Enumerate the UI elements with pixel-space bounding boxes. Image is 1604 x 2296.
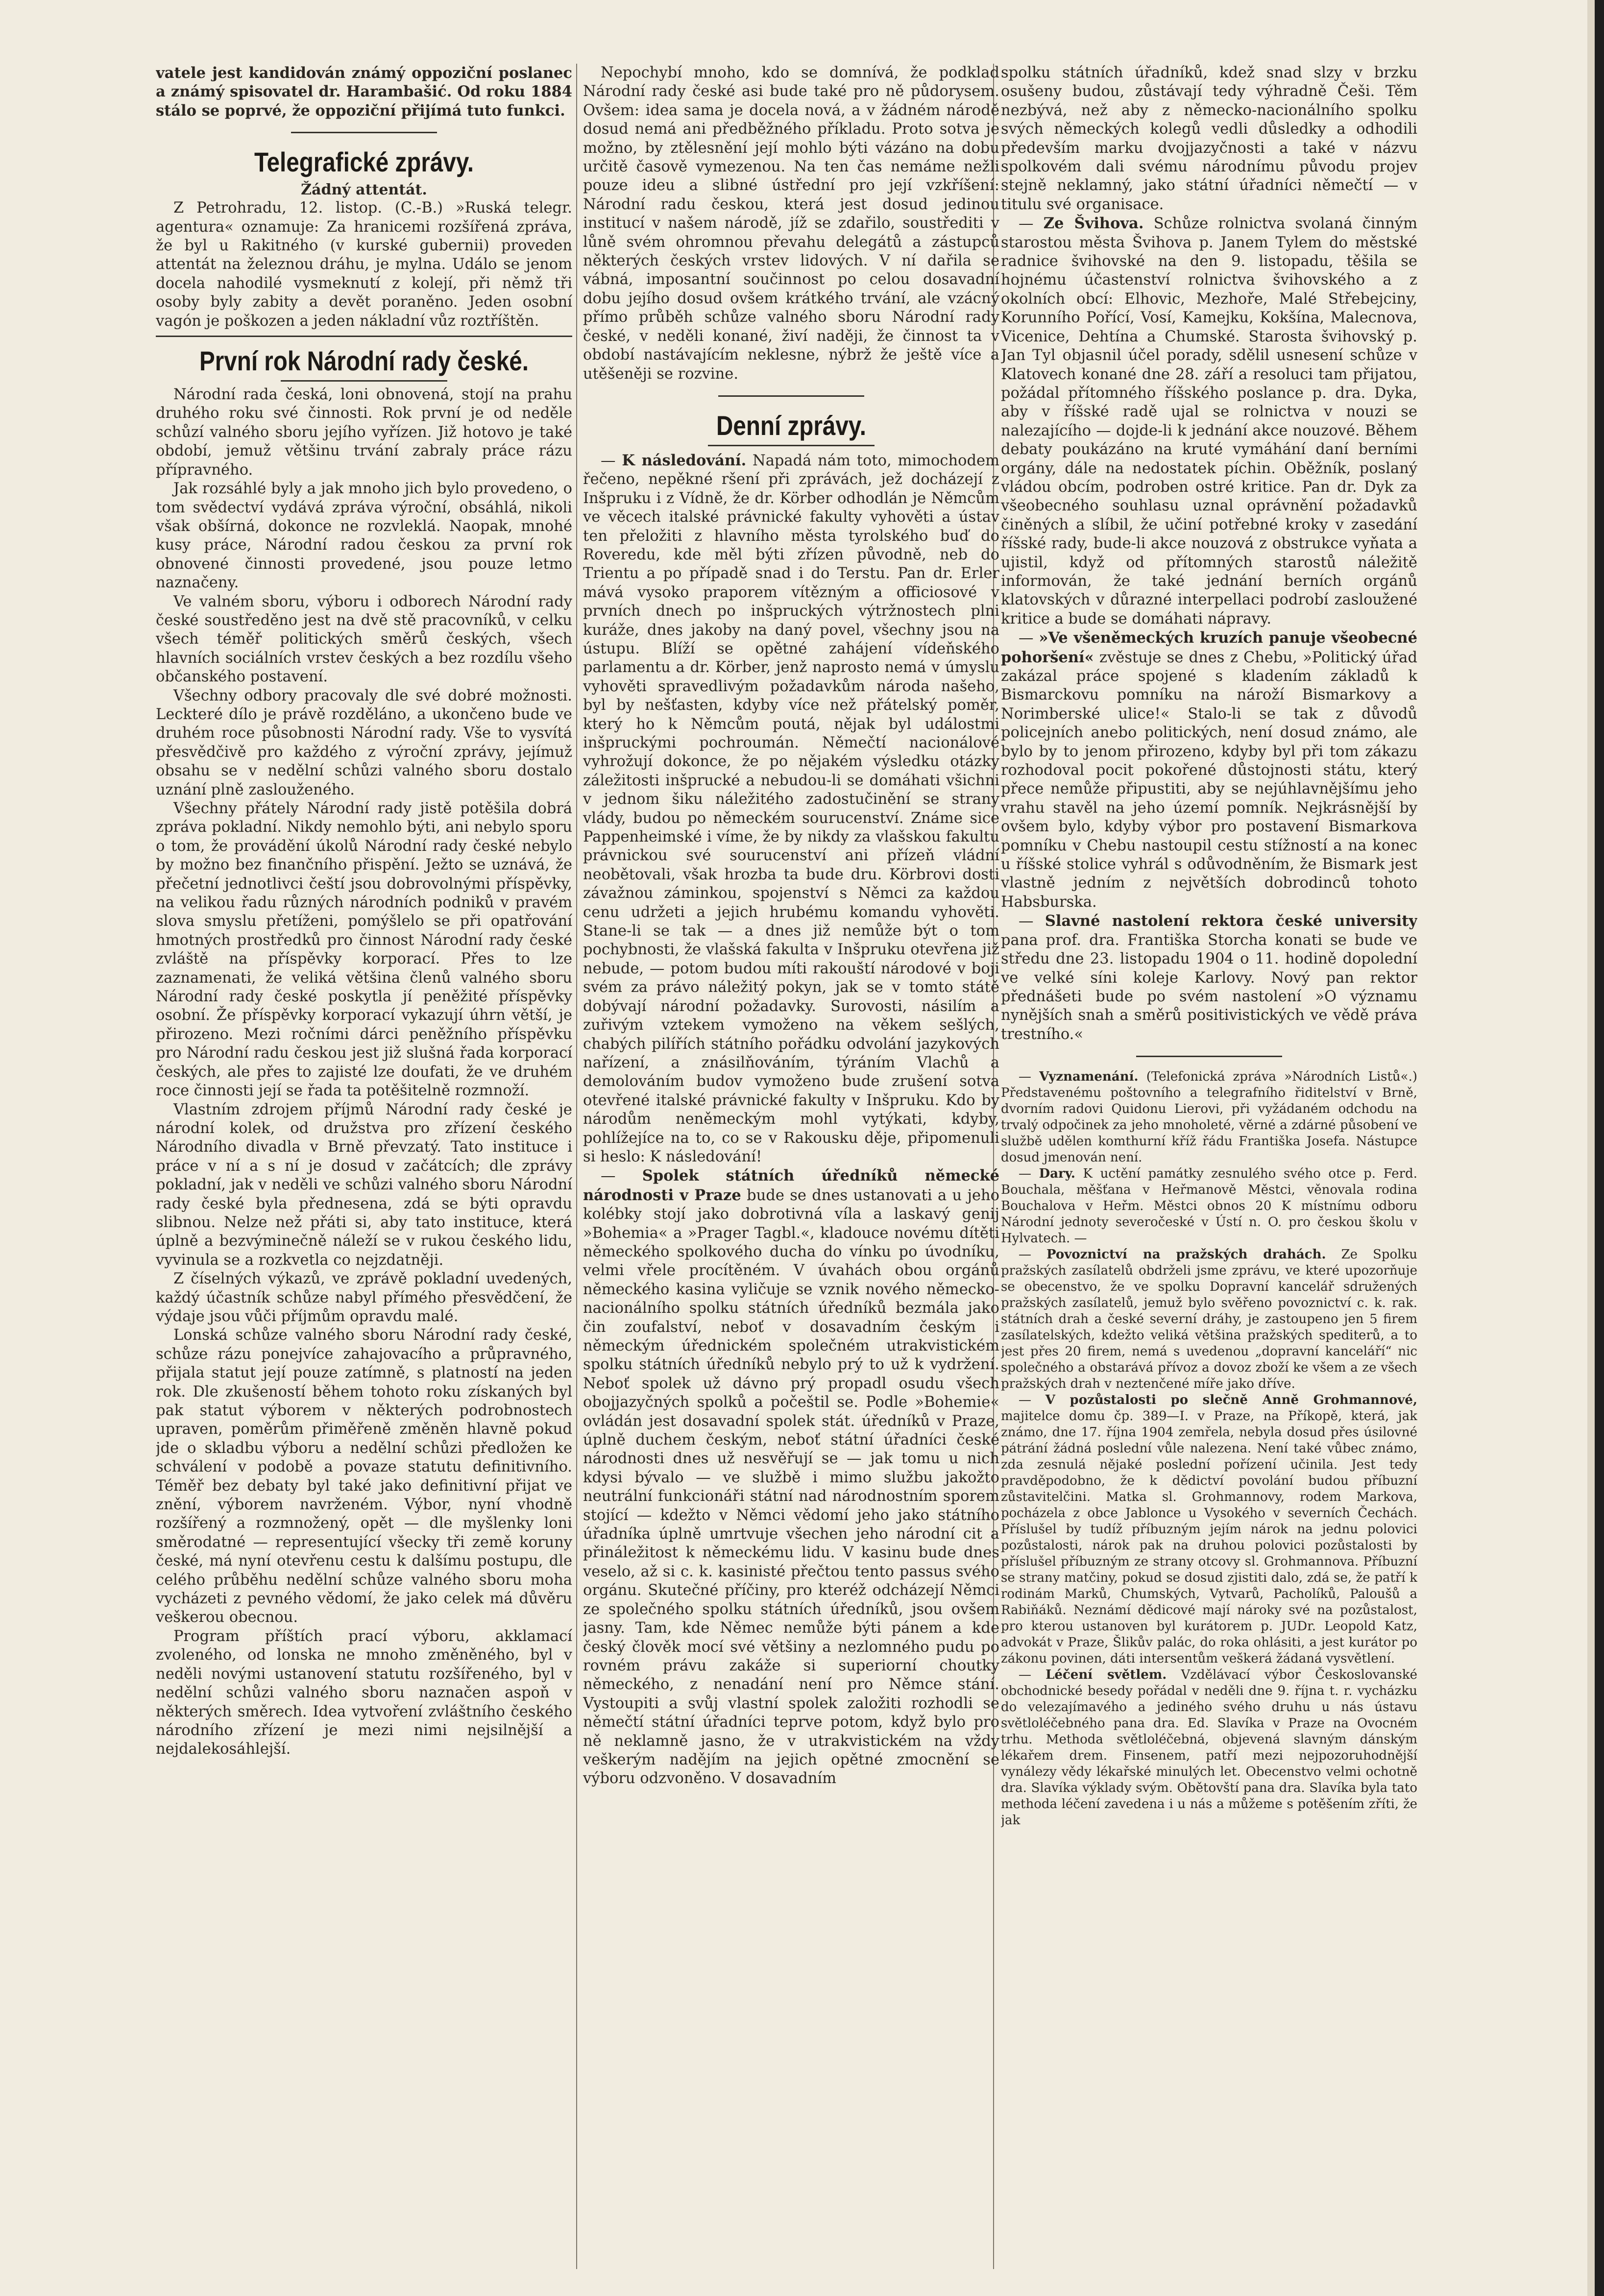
- item-text: pana prof. dra. Františka Storcha konati se bude ve středu dne 23. listopadu 1904 o 11. hodině dopolední ve velké síni koleje Karlovy. Nový pan rektor přednášeti bude po svém nastolení »O významu nynějších snah a směrů positivistických ve vědě práva trestního.«: [1001, 931, 1417, 1043]
- item-dash: —: [1019, 1166, 1039, 1182]
- item-text: (Telefonická zpráva »Národních Listů«.) Představenému poštovního a telegrafního řiditelství v Brně, dvorním radovi Quidonu Lierovi, při vyžádaném odchodu na trvalý odpočinek za jeho mnoholeté, věrné a zdárné působení ve službě udělen komthurní kříž řádu Františka Josefa. Nástupce dosud jmenován není.: [1001, 1069, 1417, 1165]
- item-dash: —: [1019, 1069, 1040, 1085]
- item-title: K následování.: [622, 451, 747, 469]
- item-text: K uctění památky zesnulého svého otce p. Ferd. Bouchala, měšťana v Heřmanově Městci, věnovala rodina Bouchalova v Heřm. Městci obnos 20 K místnímu odboru Národní jednoty severočeské v Ústí n. O. pro českou školu v Hylvatech. —: [1001, 1166, 1417, 1246]
- article-paragraph: Nepochybí mnoho, kdo se domnívá, že podklad Národní rady české asi bude také pro ně půdorysem. Ovšem: idea sama je docela nová, a v žádném národě dosud nemá ani předběžného příkladu. Proto sotva je možno, by ztělesnění její mohlo býti vázáno na dobu určitě časově vymezenou. Na ten čas nemáme nežli pouze ideu a slibné ústřední pro její vzkříšení: Národní radu českou, která jest dosud jedinou institucí v našem národě, jíž se zdařilo, soustřediti v lůně svém ohromnou převahu delegátů a zástupců některých českých vrstev lidových. V ní dařila se vábná, imposantní součinnost po celou dosavadní dobu jejího dosud ovšem krátkého trvání, ale vzácný přímo průběh schůze valného sboru Národní rady české, v neděli konané, živí naději, že činnost ta v období nastávajícím neklesne, nýbrž že ještě více a utěšeněji se rozvine.: [583, 64, 999, 383]
- news-item: [1001, 214, 1417, 628]
- article-paragraph: Všechny odbory pracovaly dle své dobré možnosti. Leckteré dílo je právě rozděláno, a ukončeno bude ve druhém roce působnosti Národní rady. Vše to vysvítá přesvědčivě pro každého z výroční zprávy, jejímuž obsahu se v nedělní schůzi valného sboru dostalo uznání plně zaslouženého.: [156, 687, 572, 798]
- item-title: V pozůstalosti po slečně Anně Grohmannové,: [1045, 1393, 1417, 1408]
- item-title: »Ve všeněmeckých kruzích panuje všeobecné pohoršení«: [1001, 629, 1417, 666]
- news-item: [1001, 912, 1417, 1044]
- divider: [718, 395, 864, 397]
- telegraph-heading: Telegrafické zprávy.: [254, 146, 474, 178]
- item-dash: —: [1019, 1393, 1045, 1408]
- small-news-item: [1001, 1069, 1417, 1166]
- item-dash: —: [601, 452, 622, 469]
- telegraph-text: Z Petrohradu, 12. listop. (C.-B.) »Ruská telegr. agentura« oznamuje: Za hranicemi rozšířená zpráva, že byl u Rakitného (v kurské gubernii) proveden attentát na železnou dráhu, je mylna. Událo se jenom docela nahodilé vysmeknutí z kolejí, při němž tři osoby byly zabity a devět poraněno. Jeden osobní vagón je poškozen a jeden nákladní vůz roztříštěn.: [156, 199, 572, 330]
- article-continuation: [583, 64, 999, 384]
- small-news-item: [1001, 1166, 1417, 1247]
- telegraph-subheading: Žádný attentát.: [301, 181, 427, 199]
- item-title: Povoznictví na pražských drahách.: [1046, 1247, 1326, 1262]
- item-text: Napadá nám toto, mimochodem řečeno, nepěkné ršení při zprávách, jež docházejí z Inšpruku i z Vídně, že dr. Körber odhodlán je Němcům ve věcech italské právnické fakulty vyhověti a ústav ten přeložiti z hlavního města tyrolského buď do Roveredu, kde měl býti zřízen původně, neb do Trientu a po případě snad i do Terstu. Pan dr. Erler mává vysoko praporem vítězným a officiosové v prvních dnech po inšpruckých výtržnostech plni kuráže, dnes jakoby na daný povel, všechny jsou na ústupu. Blíží se opětné zahájení vídeňského parlamentu a dr. Körber, jenž naprosto nemá v úmyslu vyhověti spravedlivým požadavkům národa našeho, byl by nešťasten, kdyby více než přátelský poměr, který ho k Němcům poutá, nějak byl událostmi inšpruckými pochroumán. Němečtí nacionálové vyhrožují dokonce, že po nějakém výsledku otázky záležitosti inšprucké a nebudou-li se domáhati všichni v jednom šiku náležitého zadostučinění se strany vlády, budou po německém sourucenství. Známe sice Pappenheimské i víme, že by nikdy za vlašskou fakultu právnickou své sourucenství ani přízeň vládní neobětovali, však hrozba ta bude dru. Körbrovi dosti závažnou záminkou, spojenství s Němci za každou cenu udržeti a jejich hrubému komandu vyhověti. Stane-li se tak — a dnes již nemůže být o tom pochybnosti, že vlašská fakulta v Inšpruku otevřena již nebude, — potom budou míti rakouští národové v boji svém za právo náležitý pokyn, jak se v tomto státě dobývají národní požadavky. Surovosti, násilím a zuřivým vztekem vymoženo na věkem sešlých, chabých pilířích státního pořádku odvolání jazykových nařízení, a znásilňováním, týráním Vlachů a demolováním budov vymoženo bude zrušení sotva otevřené italské právnické fakulty v Inšpruku. Kdo by národům neněmeckým mohl vytýkati, kdyby, pohlížejíce na to, co se v Rakousku děje, připomenuli si heslo: K následování!: [583, 452, 999, 1165]
- divider: [291, 132, 437, 133]
- item-continuation: [1001, 64, 1417, 214]
- column-rule-1: [576, 64, 577, 2269]
- item-title: Léčení světlem.: [1045, 1668, 1167, 1683]
- article-body: [156, 386, 572, 1759]
- item-dash: —: [601, 1167, 642, 1185]
- news-items: [583, 451, 999, 1788]
- item-dash: —: [1019, 1247, 1047, 1262]
- news-items: [1001, 214, 1417, 1044]
- page-fold-shadow: [1587, 0, 1595, 2296]
- item-text: Ze Spolku pražských zasílatelů obdrželi jsme zprávu, ve které upozorňuje se obecenstvo, že ve spolku Dopravní kancelář sdružených pražských zasílatelů, jemuž bylo svěřeno povoznictví c. k. rak. státních drah a české severní dráhy, je zastoupeno jen 5 firem zasílatelských, kdežto veliká většina pražských spediterů, a to jest přes 20 firem, nemá s uvedenou „dopravní kanceláří“ nic společného a obstarává přívoz a dovoz zboží ke všem a ze všech pražských drah v neztenčené míře jako dříve.: [1001, 1247, 1417, 1392]
- lead-paragraph: vatele jest kandidován známý oppoziční poslanec a známý spisovatel dr. Harambašić. Od roku 1884 stálo se poprvé, že oppoziční přijímá tuto funkci.: [156, 64, 572, 120]
- article-paragraph: Ve valném sboru, výboru i odborech Národní rady české soustředěno jest na dvě stě pracovníků, v celku všech téměř politických směrů českých, všech hlavních sociálních vrstev českých a bez rozdílu všeho občanského postavení.: [156, 593, 572, 686]
- small-news-items: [1001, 1069, 1417, 1829]
- news-paragraph: spolku státních úřadníků, kdež snad slzy v brzku osušeny budou, zůstávají tedy výhradně Češi. Těm nezbývá, než aby z německo-nacionálního spolku svých německých kolegů vedli důsledky a odhodili především marku dvojjazyčnosti a také v názvu spolkovém dali svému národnímu původu projev stejně neklamný, jako státní úřadníci němečtí — v titulu své organisace.: [1001, 64, 1417, 213]
- item-text: Schůze rolnictva svolaná činným starostou města Švihova p. Janem Tylem do městské radnice švihovské na den 9. listopadu, těšila se hojnému účastenství rolnictva švihovského a z okolních obcí: Elhovic, Mezhoře, Malé Střebejciny, Korunního Pořící, Vosí, Kamejku, Kokšína, Malecnova, Vicenice, Dehtína a Chumské. Starosta švihovský p. Jan Tyl objasnil účel porady, sdělil usnesení schůze v Klatovech konané dne 28. září a resoluci tam přijatou, požádal přítomného říšského poslance p. dra. Dyka, aby v říšské radě ujal se rolnictva v nouzi se nalezajícího — dojde-li k jednání akce nouzové. Během debaty poukázáno na kruté vymáhání daní berními orgány, dále na nedostatek píchin. Oběžník, poslaný vládou obcím, podroben ostré kritice. Pan dr. Dyk za všeobecného souhlasu uznal oprávnění požadavků činěných a slíbil, že učiní potřebné kroky v zasedání říšské rady, bude-li akce nouzová z obstrukce vyňata a ujistil, když od přítomných starostů náležitě informován, že také jednání berních orgánů klatovských v důrazné interpellaci podrobí zasloužené kritice a bude se domáhati nápravy.: [1001, 215, 1417, 628]
- item-dash: —: [1019, 1668, 1046, 1683]
- item-title: Vyznamenání.: [1039, 1069, 1139, 1085]
- small-news-item: [1001, 1392, 1417, 1667]
- article-paragraph: Program příštích prací výboru, akklamací zvoleného, od lonska ne mnoho změněného, byl v neděli novými ustanovení statutu rozšířeného, byl v nedělní schůzi valného sboru naznačen aspoň v některých směrech. Idea vytvoření zvláštního českého národního zřízení je mezi nimi nejsilnější a nejdalekosáhlejší.: [156, 1627, 572, 1758]
- news-item: [583, 1166, 999, 1788]
- item-title: Slavné nastolení rektora české university: [1045, 912, 1417, 930]
- item-text: Vzdělávací výbor Českoslovanské obchodnické besedy pořádal v neděli dne 9. října t. r. vycházku do velezajímavého a jediného svého druhu u nás ústavu světloléčebného pana dra. Ed. Slavíka v Praze na Ovocném trhu. Methoda světloléčebná, objevená slavným dánským lékařem drem. Finsenem, patří mezi nejpozoruhodnější vynálezy vědy lékařské minulých let. Obecenstvo velmi ochotně dra. Slavíka výklady svým. Obětovští pana dra. Slavíka byla tato methoda léčení zavedena i u nás a můžeme s potěšením zříti, že jak: [1001, 1668, 1417, 1828]
- news-item: [1001, 628, 1417, 912]
- divider: [156, 336, 572, 337]
- article-paragraph: Národní rada česká, loni obnovená, stojí na prahu druhého roku své činnosti. Rok první je od neděle schůzí valného sboru jejího vyřízen. Již hotovo je také období, jemuž většinu trvání zabraly práce rázu přípravného.: [156, 386, 572, 479]
- article-paragraph: Všechny přátely Národní rady jistě potěšila dobrá zpráva pokladní. Nikdy nemohlo býti, ani nebylo sporu o tom, že provádění úkolů Národní rady české nebylo by možno bez finančního přispění. Ježto se uznává, že přečetní jednotlivci čeští jsou dobrovolnými příspěvky, na velikou řadu různých národních podniků v pravém slova smyslu přetíženi, pomýšlelo se při opatřování hmotných prostředků pro činnost Národní rady české zvláště na příspěvky korporací. Přes to lze zaznamenati, že veliká většina členů valného sboru Národní rady české poskytla jí peněžité příspěvky osobní. Že příspěvky korporací vykazují úhrn větší, je přirozeno. Mezi ročními dárci peněžního příspěvku pro Národní radu českou jest již slušná řada korporací českých, ale přes to zajisté lze doufati, že ve druhém roce činnosti její se řada ta potěšitelně rozmnoží.: [156, 800, 572, 1100]
- item-dash: —: [1019, 913, 1045, 930]
- daily-news-heading: Denní zprávy.: [716, 410, 866, 441]
- article-heading: První rok Národní rady české.: [199, 345, 529, 377]
- column-2: [583, 64, 999, 2276]
- divider: [281, 380, 447, 382]
- item-text: zvěstuje se dnes z Chebu, »Politický úřad zakázal práce spojené s kladením základů k Bismarckovu pomníku na nároží Bismarkovy a Norimberské ulice!« Stalo-li se tak z důvodů policejních anebo politických, není dosud známo, ale bylo by to jenom přirozeno, kdyby byl při tom zákazu rozhodoval pocit pokořené důstojnosti státu, který přece nemůže připustiti, aby se nejúhlavnějšímu jeho vrahu stavěl na jeho území pomník. Nejkrásnější by ovšem bylo, kdyby výbor pro postavení Bismarkova pomníku v Chebu nastoupil cestu stížností a na konec u říšské stolice vyhrál s odůvodněním, že Bismark jest vlastně jedním z největších dobrodinců tohoto Habsburska.: [1001, 649, 1417, 911]
- column-3: [1001, 64, 1417, 2276]
- item-title: Dary.: [1039, 1166, 1075, 1182]
- item-dash: —: [1019, 215, 1044, 233]
- item-text: bude se dnes ustanovati a u jeho kolébky stojí jako dobrotivná víla a laskavý genij »Bohemia« a »Prager Tagbl.«, kladouce novému dítěti německého spolkového ducha do vínku po úvodníku, velmi vřele procítěném. V úvahách obou orgánů německého kasina vyličuje se vznik nového německo-nacionálního spolku státních úředníků bezmála jako čin zoufalství, neboť v dosavadním českým i německým úřednickém společném utrakvistickém spolku státních úředníků nebylo prý to už k vydržení. Neboť spolek už dávno prý propadl osudu všech obojjazyčných spolků a počeštil se. Podle »Bohemie« ovládán jest dosavadní spolek stát. úředníků v Praze, úplně duchem českým, neboť státní úřadníci české národnosti dnes už nesvěřují se — jak tomu u nich kdysi bývalo — ve službě i mimo službu jakožto neutrální funkcionáři státní nad národnostním sporem stojící — kdežto v Němci vědomí jeho jako státního úřadníka úplně umrtvuje všechen jeho národní cit a přináležitost k německému lidu. V kasinu bude dnes veselo, až si c. k. kasinisté přečtou tento passus svého orgánu. Skutečné příčiny, pro kteréž odcházejí Němci ze společného spolku státních úředníků, jsou ovšem jasny. Tam, kde Němec nemůže býti pánem a kde český člověk mocí své většiny a nezlomného pudu po rovném právu zakáže si superiorní choutky německého, z nenadání není pro Němce stání. Vystoupiti a svůj vlastní spolek založiti rozhodli se němečtí státní úřadníci teprve potom, když bylo pro ně neklamně jasno, že v utrakvistickém na vždy veškerým nadějím na jejich opětné zmocnění se výboru odzvoněno. V dosavadním: [583, 1186, 999, 1788]
- article-paragraph: Lonská schůze valného sboru Národní rady české, schůze rázu ponejvíce zahajovacího a průpravného, přijala statut její pouze zatímně, s platností na jeden rok. Dle zkušeností během tohoto roku získaných byl pak statut výborem v některých podrobnostech upraven, poměrům přiměřeně změněn hlavně pokud jde o skladbu výboru a nedělní schůzi předložen ke schválení v podobě a povaze statutu definitivního. Téměř bez debaty byl také jako definitivní přijat ve znění, výborem navrženém. Výbor, nyní vhodně rozšířený a rozmnožený, opět — dle myšlenky loni směrodatné — representující všecky tři země koruny české, má nyní otevřenu cestu k dalšímu postupu, dle celého průběhu nedělní schůze valného sboru moha vycházeti z pevného vědomí, že jako celek má důvěru veškerou obecnou.: [156, 1327, 572, 1626]
- article-paragraph: Z číselných výkazů, ve zprávě pokladní uvedených, každý účastník schůze nabyl přímého přesvědčení, že výdaje jsou vůči příjmům opravdu malé.: [156, 1270, 572, 1325]
- scan-border: [1595, 0, 1604, 2296]
- column-1: [156, 64, 572, 2276]
- item-text: majitelce domu čp. 389—I. v Praze, na Příkopě, která, jak známo, dne 17. října 1904 zemřela, nebyla dosud přes úsilovné pátrání žádná poslední vůle nalezena. Není také vůbec známo, zda zesnulá nějaké poslední pořízení učinila. Jest tedy pravděpodobno, že k dědictví povolání budou příbuzní zůstavitelčini. Matka sl. Grohmannovy, rodem Markova, pocházela z obce Jablonce u Vysokého v severních Čechách. Příslušel by tudíž příbuzným jejím nárok na jednu polovici pozůstalosti, nárok pak na druhou polovici pozůstalosti by příslušel příbuzným ze strany otcovy sl. Grohmannova. Příbuzní se strany matčiny, pokud se dosud zjistiti dalo, zdá se, že patří k rodinám Marků, Chumských, Vytvarů, Pacholíků, Paloušů a Rabiňáků. Neznámí dědicové mají nároky své na pozůstalost, pro kterou ustanoven byl kurátorem p. JUDr. Leopold Katz, advokát v Praze, Šlikův palác, do roka ohlásiti, a jest kurátor po zákonu povinen, dáti intersentům veškerá žádaná vysvětlení.: [1001, 1409, 1417, 1667]
- article-paragraph: Jak rozsáhlé byly a jak mnoho jich bylo provedeno, o tom svědectví vydává zpráva výroční, obsáhlá, nikoli však obšírná, dokonce ne rozvleklá. Naopak, mnohé kusy práce, Národní radou českou za první rok obnovené činnosti provedené, jsou pouze letmo naznačeny.: [156, 480, 572, 592]
- small-news-item: [1001, 1247, 1417, 1392]
- small-news-item: [1001, 1667, 1417, 1829]
- item-title: Spolek státních úředníků německé národnosti v Praze: [583, 1167, 999, 1204]
- article-paragraph: Vlastním zdrojem příjmů Národní rady české je národní kolek, od družstva pro zřízení českého Národního divadla v Brně převzatý. Tato instituce i práce v ní a s ní je dosud v začátcích; dle zprávy pokladní, jak v neděli ve schůzi valného sboru Národní rady české byla přednesena, zdá se býti opravdu slibnou. Nelze než přáti si, aby tato instituce, která úplně a bezvýminečně náleží se v rukou českého lidu, vyvinula se a rozkvetla co nejzdatněji.: [156, 1101, 572, 1269]
- news-item: [583, 451, 999, 1166]
- item-title: Ze Švihova.: [1043, 215, 1144, 233]
- divider: [708, 445, 875, 446]
- item-dash: —: [1019, 629, 1039, 647]
- divider: [1136, 1056, 1282, 1057]
